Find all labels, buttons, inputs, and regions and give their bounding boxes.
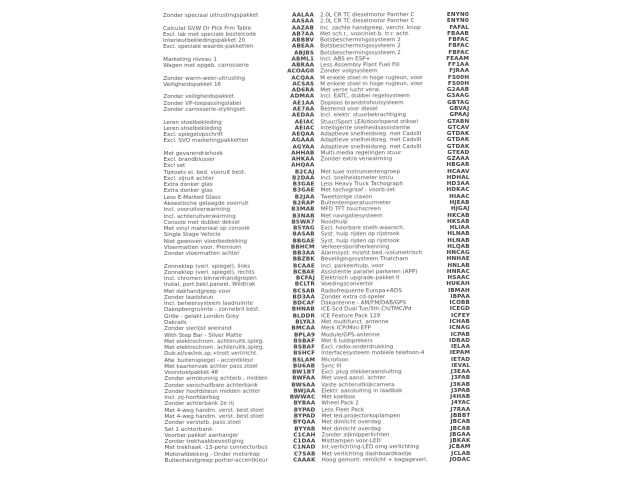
- left-option-description: Met 4-weg handm. verst. best.stoel: [164, 413, 264, 420]
- right-option-description: Sync III: [321, 363, 342, 370]
- right-option-description: Beveiligingssysteem Thatcham: [320, 256, 409, 263]
- left-option-code: BLDDR: [292, 313, 316, 320]
- left-option-description: Incl. beheersysteem laadruimte: [164, 300, 254, 308]
- left-option-description: Leren stoelbekleding: [163, 119, 222, 126]
- right-option-code: JODAC: [449, 456, 471, 463]
- right-option-code: ICPAB: [450, 331, 471, 338]
- left-option-description: Met gevarendriehoek: [163, 150, 224, 157]
- left-option-code: BYPAD: [293, 407, 316, 414]
- right-option-description: Zonder extra cd-speler: [320, 294, 386, 301]
- left-option-code: BWJAA: [293, 388, 316, 395]
- left-option-code: ABRAA: [291, 62, 315, 69]
- right-option-description: Interfacesysteem mobiele telefoon-4: [321, 350, 425, 357]
- left-option-code: BLYA3: [295, 319, 316, 326]
- right-option-code: HLQAB: [447, 243, 470, 250]
- left-option-description: Met vinyl materiaal op console: [163, 225, 250, 233]
- right-option-code: HNLAB: [447, 262, 470, 269]
- left-option-description: Dakopbergruimte - zonnebril best.: [164, 307, 261, 314]
- left-option-code: BCAAE: [293, 263, 315, 270]
- right-option-description: Stuur/Sport LEA/doorlopend stiksel: [320, 118, 418, 125]
- right-option-description: Met luxe instrumentengroep: [320, 168, 401, 176]
- right-option-code: J4HAB: [450, 394, 471, 401]
- left-option-code: B3NAB: [292, 212, 315, 220]
- left-option-code: BYPAD: [293, 413, 316, 420]
- right-option-description: Incl. elektr. stuurbekrachtiging: [320, 112, 406, 119]
- right-option-code: HNRAC: [446, 268, 470, 275]
- right-option-code: FBFAC: [448, 43, 470, 50]
- left-option-description: Met dakhandgreep voor: [163, 288, 231, 295]
- right-option-code: IBPAA: [450, 293, 471, 300]
- left-option-code: BCLTR: [294, 281, 315, 288]
- left-option-description: Marketing niveau 1: [163, 56, 218, 63]
- right-option-code: J3PAB: [451, 387, 471, 394]
- right-option-description: Syst. hulp rijden op rijstrook: [320, 231, 400, 238]
- left-option-code: AHKAA: [291, 156, 315, 163]
- right-option-code: HLNAB: [447, 231, 470, 238]
- left-option-description: Zonder carrosserie-stylingset: [163, 106, 246, 113]
- right-option-code: IEVAL: [451, 362, 471, 369]
- left-option-description: Met elektrochrom. achteruitk.spieg.: [164, 338, 265, 345]
- left-option-description: Zonder verschuifbare achterbank: [164, 382, 258, 389]
- left-option-description: Grille - gelakt London Grey: [164, 313, 240, 320]
- right-option-code: FJRAA: [449, 68, 470, 75]
- left-option-description: Less E-Marked Glass: [163, 194, 221, 201]
- left-option-description: Wagen met opgeb. carrosserie: [163, 62, 249, 70]
- right-option-code: HD3AA: [446, 181, 470, 188]
- right-option-description: ICE-Scd Dual Tun/5th Ch/TMC/Pd: [321, 306, 412, 313]
- left-option-description: Zonder trekhaakbevestiging: [164, 438, 244, 446]
- left-option-code: B2DAA: [292, 175, 315, 182]
- left-option-description: Zonder laadsteun: [163, 294, 214, 301]
- right-option-description: Met multifunct. antenne: [321, 319, 389, 326]
- left-option-code: BSHCF: [293, 350, 316, 357]
- right-option-description: Hoog gemont. remlicht + bagageverl.: [321, 456, 428, 464]
- left-option-description: Zonder vloermatten achter: [163, 250, 240, 258]
- right-option-code: FS00H: [447, 74, 470, 81]
- right-option-description: Botsbeschermingssysteem 2: [320, 37, 401, 44]
- right-option-description: Syst. hulp rijden op rijstrook: [320, 237, 400, 245]
- right-option-description: Module/GPS-antenne: [321, 331, 380, 338]
- right-option-description: Excl. plug stekkeraansluiting: [321, 369, 402, 376]
- right-option-code: GTDAK: [446, 143, 470, 150]
- left-option-code: BBGAE: [292, 238, 315, 245]
- left-option-code: BW1BT: [292, 369, 316, 376]
- right-option-code: HJEAB: [449, 199, 470, 206]
- right-option-description: Met led-projectorkoplampen: [321, 413, 401, 420]
- right-option-code: G3AAG: [446, 93, 470, 100]
- left-option-description: Incl. achteruitverwarming: [163, 213, 236, 220]
- right-option-description: Multi-media regelingen stuur: [320, 150, 402, 157]
- left-option-description: Zonder speciaal uitrustingspakket: [163, 12, 259, 19]
- right-option-description: Tweetonige claxon: [320, 193, 373, 201]
- left-option-code: BWSAA: [291, 382, 316, 389]
- left-option-description: Incl. zij-hoofdairbag: [164, 395, 220, 402]
- left-option-description: Zonder veiligheidspakket: [163, 94, 235, 101]
- left-option-description: Zonder sierlijst wielrand: [164, 326, 232, 333]
- left-option-description: Tiptoets el. bed. vooruit best.: [163, 169, 246, 176]
- left-option-description: Voorstoelpakket 48: [164, 369, 219, 377]
- left-option-description: Extra donker glas: [163, 181, 213, 189]
- left-option-code: AGYAA: [292, 144, 315, 151]
- left-option-code: ACOAG0: [287, 68, 315, 75]
- right-option-code: HUKAH: [446, 281, 470, 288]
- left-option-code: ADMAA: [290, 93, 315, 101]
- right-option-description: Alarmsyst. m/afst.bed.-volumetrisch: [320, 250, 423, 257]
- right-option-code: FBAAB: [447, 30, 470, 37]
- left-option-code: BYQAA: [292, 419, 316, 426]
- left-option-code: BCFAJ: [295, 275, 315, 282]
- left-option-description: Excl. brandblusser: [163, 156, 216, 164]
- right-option-code: GTABN: [447, 118, 470, 125]
- right-option-code: IETAD: [450, 356, 471, 363]
- left-option-code: BSLAM: [292, 357, 316, 364]
- left-option-code: B2RAP: [292, 200, 315, 207]
- right-option-code: J3EAA: [450, 369, 471, 376]
- left-option-description: Zonder achterbank 2e rij: [164, 401, 234, 408]
- right-option-code: J4YAC: [451, 400, 471, 407]
- right-option-description: Met 6 luidsprekers: [321, 338, 373, 345]
- right-option-description: Botsbeschermingssysteem 2: [320, 43, 401, 50]
- right-option-description: Met dimlicht overdag: [321, 419, 381, 426]
- right-option-code: HDHAL: [446, 174, 470, 181]
- left-option-code: ACQAA: [291, 75, 315, 82]
- left-option-code: BCSAB: [292, 288, 315, 295]
- left-option-description: Set 1 achterbank: [164, 426, 213, 433]
- left-option-code: BMCAA: [291, 325, 316, 332]
- right-option-code: FS00H: [447, 80, 470, 87]
- left-option-code: AEIAC: [294, 118, 315, 126]
- right-option-code: GTDAK: [446, 137, 470, 144]
- right-option-description: Merk ICP/Mini EFP: [321, 325, 371, 332]
- right-option-code: HCAAV: [447, 168, 470, 175]
- left-option-description: Motorafdekking - Onder motorkap: [164, 451, 260, 458]
- left-option-description: Console met dubbel deksel: [163, 219, 240, 226]
- left-option-description: Excl set: [163, 163, 186, 170]
- right-option-description: Met dimlicht overdag: [321, 425, 381, 432]
- right-option-description: Elektr. aansluiting in laadbak: [321, 388, 403, 395]
- left-option-description: Leren stoelbekleding: [163, 125, 222, 132]
- left-option-code: B5YAG: [293, 225, 315, 232]
- right-option-code: GTEAD: [447, 149, 470, 156]
- right-option-description: Adaptieve snelheidsreg. met CadsIII: [320, 131, 422, 138]
- left-option-description: Zonder armleuning achterb., midden: [164, 376, 268, 383]
- right-option-code: ICHAB: [449, 318, 471, 326]
- right-option-code: J7RAA: [450, 406, 471, 413]
- left-option-description: Voorber.pakket aanhanger: [164, 432, 239, 439]
- right-option-code: IEPAM: [449, 350, 471, 357]
- right-option-code: ICFEY: [451, 312, 471, 319]
- left-option-description: Met kaartenvak achter pass.stoel: [164, 363, 258, 370]
- right-option-description: Less Heavy Truck Tachograph: [320, 181, 404, 188]
- left-option-code: AASAA: [291, 18, 315, 25]
- right-option-code: HNCAG: [446, 250, 470, 257]
- left-option-code: BB3AA: [292, 250, 315, 257]
- right-option-description: M enkele stoel m hoge rugleun, voor: [320, 74, 423, 82]
- left-option-description: Met elektrochrom. achteruitk.spieg.: [164, 344, 265, 352]
- right-option-description: ICE Feature Pack 129: [321, 312, 381, 320]
- right-option-code: HKSAB: [447, 218, 470, 225]
- right-option-code: JBCAB: [450, 419, 471, 426]
- right-option-description: Botsbeschermingssysteem 2: [320, 49, 401, 57]
- right-option-code: HLNAB: [447, 237, 470, 244]
- right-option-description: Met tachograaf - voorb.set: [320, 187, 396, 194]
- left-option-code: B5WA7: [291, 219, 315, 226]
- right-option-code: ENYN0: [446, 11, 470, 19]
- right-option-code: GTCAV: [447, 124, 470, 131]
- left-option-code: BSBAF: [293, 338, 316, 345]
- left-option-description: Incl. chromen binnenhandgrepen: [163, 275, 257, 283]
- left-option-code: BBZBK: [292, 256, 315, 263]
- right-option-code: HLIAA: [449, 224, 470, 232]
- right-option-code: IBMAH: [448, 287, 470, 294]
- right-option-description: Excl. hoorbare snelh.waarsch.: [320, 225, 405, 232]
- left-option-description: Zonneklep (verl. spiegel), links: [163, 263, 251, 270]
- left-option-description: Excl. SVO marketingpakketten: [163, 138, 249, 145]
- right-option-description: Adaptieve snelheidsreg. met CadsIII: [320, 143, 422, 151]
- right-option-description: Adaptieve snelheidsreg. met CadsIII: [320, 137, 422, 144]
- left-option-code: BASAB: [292, 231, 315, 238]
- left-option-code: BYBAA: [293, 400, 316, 408]
- right-option-description: Radiofrequente Europa+RDS: [320, 287, 402, 295]
- left-option-code: BBHCM: [290, 244, 315, 251]
- right-option-description: Met verlichting dashboardkastje: [321, 450, 412, 458]
- right-option-code: JBCAB: [450, 425, 471, 432]
- right-option-code: FBFAC: [448, 49, 470, 56]
- left-option-code: ABJBS: [294, 50, 315, 57]
- right-option-description: Inc. zachte handgreep, verchr. knop: [320, 24, 421, 31]
- left-option-code: BD3AA: [292, 294, 316, 301]
- right-option-code: GPAAJ: [449, 112, 470, 119]
- right-option-code: JCLAB: [451, 450, 471, 457]
- right-option-code: HKCAB: [447, 212, 470, 219]
- right-option-description: Buitentemperatuurmeter: [320, 200, 391, 207]
- right-option-description: Bestemd voor diesel: [320, 106, 378, 113]
- left-option-code: B3GAE: [292, 181, 315, 188]
- left-option-code: BYYAB: [294, 426, 316, 433]
- right-option-code: FEAAM: [446, 55, 470, 62]
- left-option-description: Zonder VP-toepassingslabel: [163, 100, 242, 107]
- left-option-description: Zonder verstelb. pass.stoel: [164, 419, 241, 427]
- left-option-code: BDCAF: [292, 300, 316, 307]
- left-option-description: Akoestische gelaagde voorruit: [163, 200, 249, 207]
- right-option-description: Incl. snelheidsmeter km/u: [320, 175, 394, 182]
- left-option-code: AB7AA: [291, 31, 315, 38]
- left-option-description: Single Stage Vehicle: [163, 232, 221, 239]
- right-option-description: Zonder extra verwarming: [320, 156, 393, 163]
- left-option-description: Dakrails: [164, 319, 187, 327]
- right-option-code: JBBBT: [450, 412, 471, 419]
- left-option-description: Zonneklep (verl. spiegel), rechts: [163, 269, 255, 276]
- left-option-code: ABBBV: [291, 37, 315, 44]
- left-option-description: Excl. speciale waarde-pakketten: [163, 44, 254, 51]
- right-option-code: GBVAJ: [449, 105, 470, 112]
- right-option-description: Met navigatiesysteem: [320, 212, 383, 219]
- left-option-code: BHNAB: [291, 306, 316, 314]
- vehicle-options-table: [163, 12, 471, 464]
- left-option-code: AHQAA: [291, 162, 315, 169]
- right-option-description: Zonder zijknipperlichten: [321, 432, 390, 439]
- left-option-description: Zonder hoofdsteun midden achter: [164, 388, 261, 395]
- right-option-description: Less Assembly Plant Fuel Fill: [320, 62, 400, 69]
- right-option-code: HNHAE: [446, 256, 470, 263]
- right-option-code: J3FAB: [451, 375, 471, 382]
- right-option-description: Dakantenne - AM/FM/DAB/GPS: [321, 300, 407, 307]
- right-option-code: GBTAG: [447, 99, 470, 106]
- right-option-description: Microfoon: [321, 356, 349, 364]
- right-option-code: JBKAK: [450, 437, 471, 445]
- right-option-description: Incl. EATC, dubbel regelsysteem: [320, 93, 410, 100]
- right-option-description: Zonder volgsysteem: [320, 68, 378, 75]
- left-option-description: Niet gewoven vloerbedekking: [163, 238, 248, 245]
- left-option-code: ABEAA: [292, 43, 315, 50]
- right-option-description: M enkele stoel m hoge rugleun, voor: [320, 81, 423, 88]
- left-option-code: ABML1: [291, 56, 315, 63]
- right-option-code: HJGAJ: [450, 206, 470, 213]
- left-option-code: AALAA: [292, 12, 315, 19]
- left-option-code: BCBAE: [293, 269, 315, 276]
- left-option-code: C1CAH: [293, 432, 316, 439]
- option-row: [165, 457, 471, 464]
- right-option-code: FF1AA: [447, 62, 470, 69]
- left-option-code: AEQAA: [291, 131, 315, 138]
- right-option-code: ICOBB: [449, 300, 471, 307]
- left-option-code: AD6RA: [291, 87, 315, 94]
- right-option-code: IELAA: [451, 344, 471, 351]
- left-option-code: BWFAA: [292, 375, 316, 382]
- left-option-description: Incl. vooruitverwarming: [163, 207, 231, 214]
- left-option-description: Buitenhandgreep portier-accentkleur: [164, 457, 268, 464]
- right-option-description: Assistentie parallel parkeren (APP): [320, 269, 418, 276]
- left-option-code: BU6AB: [292, 363, 316, 370]
- right-option-description: Noodhulp: [320, 219, 348, 226]
- left-option-code: B2CAJ: [294, 169, 315, 176]
- left-option-code: B3MAB: [291, 206, 315, 213]
- left-option-code: AEDAA: [291, 112, 315, 119]
- left-option-description: Met trekhaak -13-pens connectorbus: [164, 444, 268, 452]
- left-option-description: Met 4-weg handm. verst. best.stoel: [164, 407, 264, 414]
- right-option-code: IDBAD: [449, 337, 471, 344]
- left-option-code: AHHAB: [291, 150, 315, 157]
- left-option-description: Excl. lak met speciale bestelcode: [163, 31, 257, 38]
- right-option-description: Intelligente snelheidsassistentie: [320, 124, 411, 132]
- right-option-code: ENYN0: [446, 18, 470, 25]
- right-option-description: Incl. parkeerhulp, voor: [320, 262, 384, 270]
- right-option-description: Doploos brandstofvulsysteem: [320, 99, 404, 107]
- right-option-description: Met sch.r., voor/niet-b. tr.r. acht.: [320, 30, 411, 38]
- right-option-description: Int.verlichting-LED omg.verlichting: [321, 444, 419, 451]
- right-option-description: Met koelbox: [321, 394, 356, 401]
- left-option-description: Veiligheidspakket 16: [163, 81, 222, 88]
- left-option-code: AGAAA: [291, 137, 315, 144]
- left-option-description: Calculat GVW Or Pick Frm Table: [163, 25, 252, 32]
- left-option-code: CAAAK: [293, 457, 316, 464]
- left-option-description: Interieurbekledingspakket 20: [163, 37, 246, 45]
- left-option-code: B3GAE: [292, 187, 315, 194]
- right-option-code: HSAAC: [447, 275, 470, 282]
- right-option-description: MFD TFT touchscreen: [320, 206, 381, 213]
- left-option-description: Vloermatten voor, Premium: [163, 244, 242, 251]
- right-option-code: J3KAB: [450, 381, 471, 388]
- right-option-description: Less Fleet Pack: [321, 407, 364, 414]
- left-option-code: C1DAA: [293, 438, 316, 445]
- left-option-description: Afw. buitenspiegel - accentkleur: [164, 357, 254, 364]
- right-option-description: Elektrisch upgrade-pakket II: [320, 275, 400, 282]
- right-option-description: Verkeersbordherkenning: [320, 244, 390, 251]
- right-option-code: ICNAG: [449, 325, 471, 332]
- left-option-code: BPLA9: [293, 332, 316, 339]
- right-option-code: ICEGD: [449, 306, 471, 313]
- left-option-code: AE7AA: [292, 106, 315, 113]
- left-option-code: ACSAS: [292, 81, 315, 88]
- right-option-description: Mistlampen voor-LED: [321, 438, 381, 445]
- right-option-description: Vaste achteruitkijkcamera: [321, 381, 395, 389]
- left-option-description: Extra donker glas: [163, 188, 213, 195]
- right-option-description: 2.0L CR TC dieselmotor Panther C: [320, 18, 415, 25]
- right-option-code: GTDAK: [446, 130, 470, 138]
- right-option-code: FAFAL: [449, 24, 470, 31]
- right-option-code: HDKAC: [446, 187, 470, 194]
- right-option-description: Voedingsconvertor: [320, 281, 374, 288]
- right-option-description: 2.0L CR TC dieselmotor Panther C: [319, 12, 415, 19]
- left-option-code: AAZAB: [291, 25, 315, 32]
- left-option-description: With Step Bar - Silver Matte: [164, 332, 242, 339]
- left-option-description: Excl. spiegelopschrift: [163, 131, 223, 139]
- left-option-description: Excl. zijruit achter: [163, 175, 214, 182]
- right-option-code: JBGAA: [449, 431, 471, 438]
- right-option-description: Excl. radio-onderdrukking: [321, 344, 394, 351]
- left-option-code: BWWAC: [289, 394, 316, 401]
- left-option-code: C1NAD: [292, 444, 316, 451]
- left-option-code: B2JAA: [294, 194, 315, 201]
- left-option-code: AEIAC: [294, 125, 315, 132]
- right-option-code: G2AAB: [446, 87, 470, 94]
- left-option-code: C7SAB: [293, 451, 316, 458]
- right-option-code: HIAAC: [449, 193, 470, 200]
- right-option-description: Met voed.aansl. achter: [321, 375, 386, 382]
- right-option-code: FBFAC: [448, 36, 470, 44]
- left-option-description: Zonder warm-weer-uitrusting: [163, 75, 246, 82]
- right-option-description: Wheel Pack 2: [321, 400, 359, 407]
- right-option-description: Met verse lucht verw.: [320, 87, 381, 94]
- left-option-description: Dub.el/vw/ink.sp.+trott.verl/richt.: [164, 351, 258, 358]
- left-option-code: BSBAF: [293, 344, 316, 351]
- right-option-code: GZAAA: [446, 156, 470, 163]
- left-option-code: AE1AA: [292, 100, 315, 107]
- right-option-description: Incl. ABS en ESP+: [320, 56, 371, 63]
- left-option-description: Instal. port.bekl.paneel, Wildtrak: [163, 282, 256, 289]
- right-option-code: HBGAB: [446, 162, 470, 169]
- right-option-code: JCBAM: [449, 444, 471, 451]
